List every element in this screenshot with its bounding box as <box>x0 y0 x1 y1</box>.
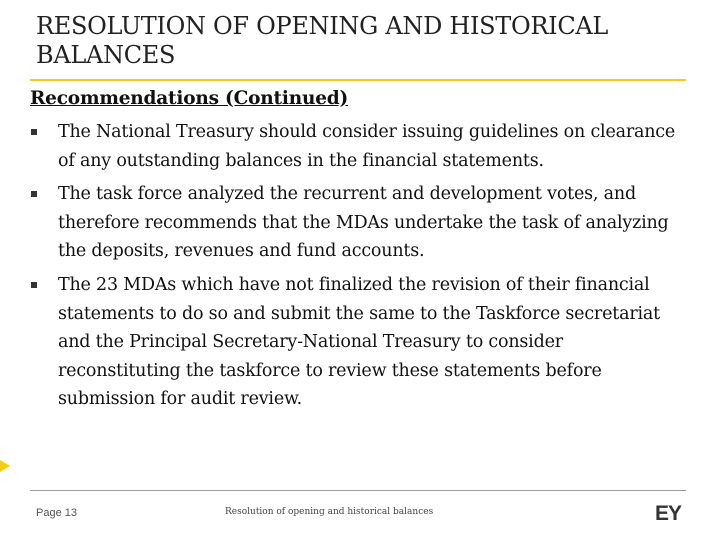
section-subtitle: Recommendations (Continued) <box>30 88 349 109</box>
bullet-text: The National Treasury should consider issuing guidelines on clearance of any outstanding balances in the financial statements. <box>58 122 676 171</box>
footer-divider <box>30 490 686 491</box>
square-bullet-icon <box>31 129 37 135</box>
ey-logo: EY <box>655 502 682 525</box>
bullet-text: The 23 MDAs which have not finalized the revision of their financial statements to do so and submit the same to the Taskforce secretariat and the Principal Secretary-National Treasury to consider reconstituting the taskforce to review these statements before submission for audit review. <box>58 274 660 410</box>
square-bullet-icon <box>31 282 37 288</box>
footer-title: Resolution of opening and historical balances <box>225 507 434 517</box>
square-bullet-icon <box>31 191 37 197</box>
bullet-text: The task force analyzed the recurrent and development votes, and therefore recommends that the MDAs undertake the task of analyzing the deposits, revenues and fund accounts. <box>58 184 669 262</box>
bullet-item <box>30 118 690 175</box>
bullet-item <box>30 271 690 414</box>
play-arrow-icon <box>0 460 10 472</box>
title-divider <box>30 79 686 81</box>
slide-title: RESOLUTION OF OPENING AND HISTORICAL BALANCES <box>36 12 609 69</box>
bullet-item <box>30 180 690 266</box>
page-number: Page 13 <box>36 507 77 519</box>
bullet-list <box>30 118 690 419</box>
